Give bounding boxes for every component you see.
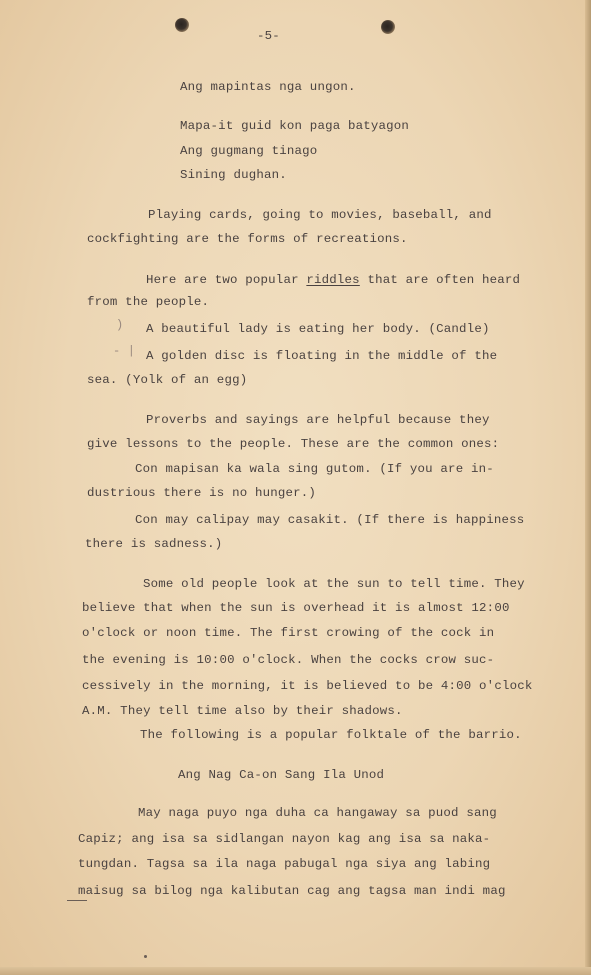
folktale-title: Ang Nag Ca-on Sang Ila Unod [178,768,385,782]
text-line: Playing cards, going to movies, baseball, and [148,208,492,222]
text-fragment: Here are two popular [146,273,307,287]
text-line: from the people. [87,295,210,309]
text-line: believe that when the sun is overhead it is almost 12:00 [82,601,510,615]
text-line [146,273,520,287]
proverb-line: dustrious there is no hunger.) [87,486,317,500]
ink-dot [144,955,147,958]
text-line: Proverbs and sayings are helpful because they [146,413,490,427]
proverb-line: there is sadness.) [85,537,223,551]
poem-line: Mapa-it guid kon paga batyagon [180,119,410,133]
text-line: Some old people look at the sun to tell time. They [143,577,525,591]
poem-line: Ang mapintas nga ungon. [180,80,356,94]
text-line: cockfighting are the forms of recreations. [87,232,408,246]
riddle-line: sea. (Yolk of an egg) [87,373,248,387]
text-line: May naga puyo nga duha ca hangaway sa puod sang [138,806,497,820]
text-line: A.M. They tell time also by their shadows. [82,704,403,718]
page-edge [585,0,591,975]
underlined-word: riddles [306,273,360,287]
page-edge-bottom [0,967,591,975]
poem-line: Sining dughan. [180,168,287,182]
text-line: cessively in the morning, it is believed to be 4:00 o'clock [82,679,533,693]
margin-mark: ) [116,318,124,332]
text-line: maisug sa bilog nga kalibutan cag ang tagsa man indi mag [78,884,506,898]
binder-hole-right [381,20,395,34]
riddle-line: A golden disc is floating in the middle of the [146,349,498,363]
margin-line [67,900,87,901]
text-line: give lessons to the people. These are the common ones: [87,437,500,451]
poem-line: Ang gugmang tinago [180,144,318,158]
proverb-line: Con mapisan ka wala sing gutom. (If you are in- [135,462,494,476]
text-line: Capiz; ang isa sa sidlangan nayon kag ang isa sa naka- [78,832,491,846]
text-line: the evening is 10:00 o'clock. When the cocks crow suc- [82,653,495,667]
binder-hole-left [175,18,189,32]
page-number: -5- [257,29,280,43]
text-fragment: that are often heard [359,273,521,287]
text-line: o'clock or noon time. The first crowing of the cock in [82,626,495,640]
proverb-line: Con may calipay may casakit. (If there is happiness [135,513,525,527]
text-line: tungdan. Tagsa sa ila naga pabugal nga siya ang labing [78,857,491,871]
text-line: The following is a popular folktale of the barrio. [140,728,522,742]
margin-mark: - | [113,344,136,358]
riddle-line: A beautiful lady is eating her body. (Candle) [146,322,490,336]
